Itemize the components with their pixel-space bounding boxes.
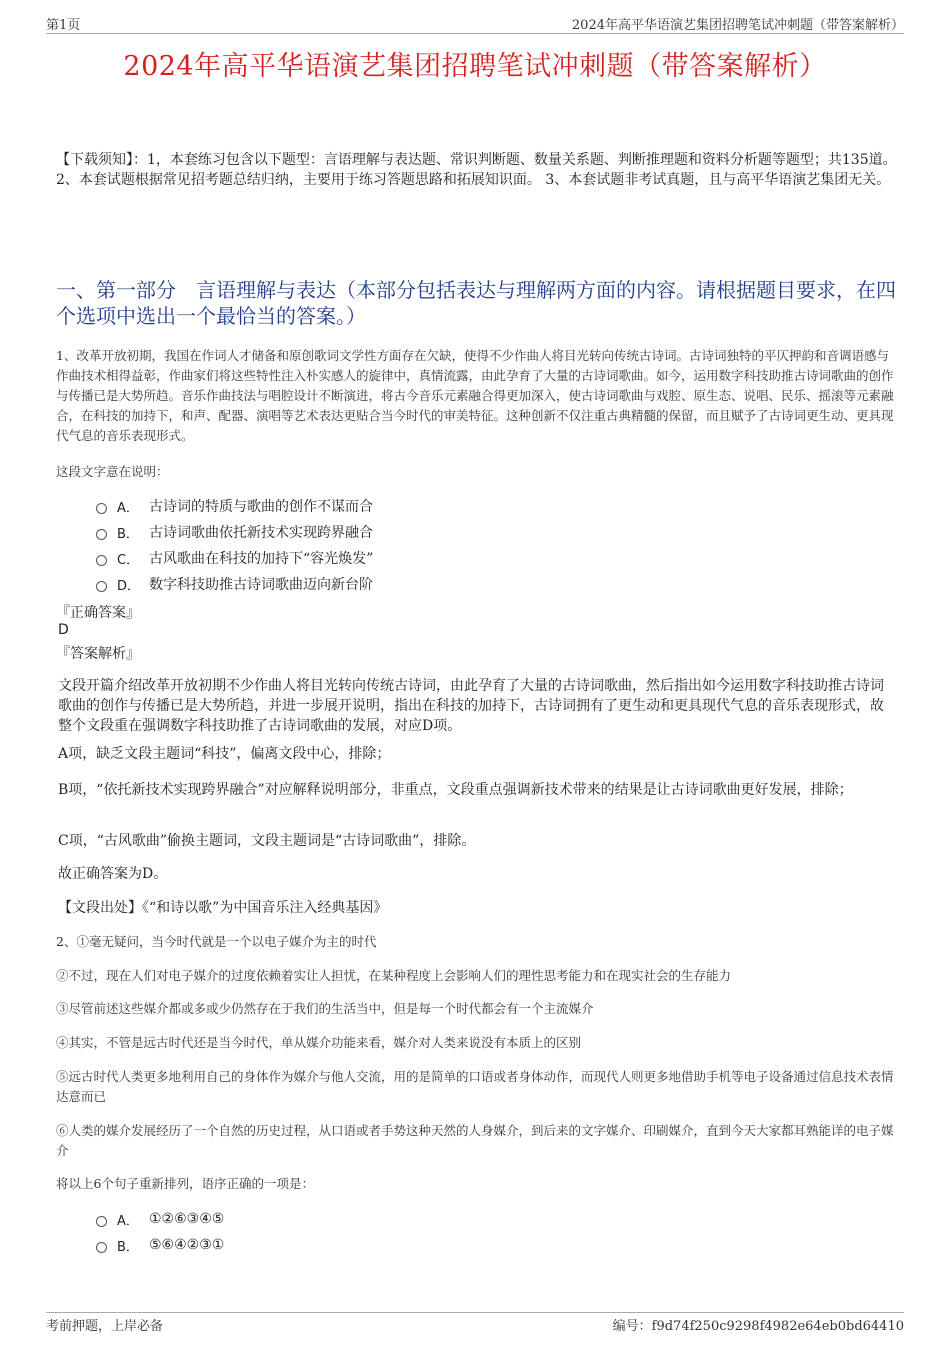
option-letter: A． (117, 1213, 139, 1229)
question-2-sentence-1: 2、①毫无疑问，当今时代就是一个以电子媒介为主的时代 (56, 934, 377, 949)
analysis-label: 『答案解析』 (56, 646, 140, 662)
radio-icon[interactable] (96, 529, 107, 540)
analysis-paragraph: 文段开篇介绍改革开放初期不少作曲人将目光转向传统古诗词，由此孕育了大量的古诗词歌曲，然后指出如今运用数字科技助推古诗词歌曲的创作与传播已是大势所趋，并进一步展开说明，指出在科技的加持下，古诗词拥有了更生动和更具现代气息的音乐表现形式，故整个文段重在强调数字科技助推了古诗词歌曲的发展，对应D项。 (58, 678, 884, 734)
question-2-option-a[interactable] (96, 1209, 224, 1229)
question-1-text: 1、改革开放初期，我国在作词人才储备和原创歌词文学性方面存在欠缺，使得不少作曲人将目光转向传统古诗词。古诗词独特的平仄押韵和音调语感与作曲技术相得益彰，作曲家们将这些特性注入朴实感人的旋律中，真情流露，由此孕育了大量的古诗词歌曲。如今，运用数字科技助推古诗词歌曲的创作与传播已是大势所趋。音乐作曲技法与唱腔设计不断演进，将古今音乐元素融合得更加深入，使古诗词歌曲与戏腔、原生态、说唱、民乐、摇滚等元素融合，在科技的加持下，和声、配器、演唱等艺术表达更贴合当今时代的审美特征。这种创新不仅注重古典精髓的保留，而且赋予了古诗词更生动、更具现代气息的音乐表现形式。 (56, 348, 894, 443)
question-2-option-b[interactable] (96, 1235, 224, 1255)
question-1-option-b[interactable] (96, 522, 373, 542)
analysis-option-a: A项，缺乏文段主题词“科技”，偏离文段中心，排除； (58, 746, 391, 762)
question-1-stem: 这段文字意在说明： (56, 464, 169, 479)
radio-icon[interactable] (96, 1242, 107, 1253)
option-letter: B． (117, 526, 139, 542)
question-2-sentence-5: ⑤远古时代人类更多地利用自己的身体作为媒介与他人交流，用的是简单的口语或者身体动作，而现代人则更多地借助手机等电子设备通过信息技术表情达意而已 (56, 1069, 894, 1104)
option-letter: A． (117, 500, 139, 516)
header-page-label: 第1页 (46, 18, 81, 33)
option-letter: B． (117, 1239, 139, 1255)
option-text: 古诗词的特质与歌曲的创作不谋而合 (149, 499, 373, 515)
option-text: ①②⑥③④⑤ (149, 1211, 225, 1227)
analysis-option-b: B项，“依托新技术实现跨界融合”对应解释说明部分，非重点，文段重点强调新技术带来的结果是让古诗词歌曲更好发展，排除； (58, 782, 853, 798)
answer-label: 『正确答案』 (56, 605, 140, 621)
question-2-sentence-2: ②不过，现在人们对电子媒介的过度依赖着实让人担忧，在某种程度上会影响人们的理性思考能力和在现实社会的生存能力 (56, 968, 732, 983)
analysis-source: 【文段出处】《“和诗以歌”为中国音乐注入经典基因》 (58, 900, 388, 916)
answer-value: D (58, 622, 69, 638)
footer-doc-id: 编号：f9d74f250c9298f4982e64eb0bd64410 (612, 1319, 904, 1334)
analysis-option-c: C项，“古风歌曲”偷换主题词，文段主题词是“古诗词歌曲”，排除。 (58, 833, 476, 849)
question-1-option-c[interactable] (96, 548, 373, 568)
question-2-stem: 将以上6个句子重新排列，语序正确的一项是： (56, 1176, 314, 1191)
option-letter: D． (117, 578, 141, 594)
header-doc-title: 2024年高平华语演艺集团招聘笔试冲刺题（带答案解析） (571, 18, 904, 33)
question-2-sentence-4: ④其实，不管是远古时代还是当今时代，单从媒介功能来看，媒介对人类来说没有本质上的区别 (56, 1035, 582, 1050)
radio-icon[interactable] (96, 555, 107, 566)
page-title: 2024年高平华语演艺集团招聘笔试冲刺题（带答案解析） (123, 51, 827, 82)
radio-icon[interactable] (96, 581, 107, 592)
radio-icon[interactable] (96, 1216, 107, 1227)
option-text: 古风歌曲在科技的加持下“容光焕发” (149, 551, 374, 567)
section-title: 一、第一部分 言语理解与表达（本部分包括表达与理解两方面的内容。请根据题目要求，在四个选项中选出一个最恰当的答案。） (56, 278, 896, 328)
header-divider (46, 33, 904, 34)
question-1-option-d[interactable] (96, 574, 373, 594)
download-notice: 【下载须知】：1，本套练习包含以下题型：言语理解与表达题、常识判断题、数量关系题、判断推理题和资料分析题等题型；共135道。 2、本套试题根据常见招考题总结归纳，主要用于练习答题思路和拓展知识面。 3、本套试题非考试真题，且与高平华语演艺集团无关。 (56, 152, 897, 188)
analysis-conclusion: 故正确答案为D。 (58, 866, 168, 882)
question-2-sentence-6: ⑥人类的媒介发展经历了一个自然的历史过程，从口语或者手势这种天然的人身媒介，到后来的文字媒介、印刷媒介，直到今天大家都耳熟能详的电子媒介 (56, 1123, 894, 1158)
option-text: 古诗词歌曲依托新技术实现跨界融合 (149, 525, 373, 541)
question-2-sentence-3: ③尽管前述这些媒介都或多或少仍然存在于我们的生活当中，但是每一个时代都会有一个主流媒介 (56, 1001, 594, 1016)
radio-icon[interactable] (96, 503, 107, 514)
option-text: 数字科技助推古诗词歌曲迈向新台阶 (149, 577, 373, 593)
option-text: ⑤⑥④②③① (149, 1237, 225, 1253)
option-letter: C． (117, 552, 140, 568)
footer-slogan: 考前押题，上岸必备 (46, 1319, 164, 1334)
footer-divider (46, 1312, 904, 1313)
question-1-option-a[interactable] (96, 496, 373, 516)
